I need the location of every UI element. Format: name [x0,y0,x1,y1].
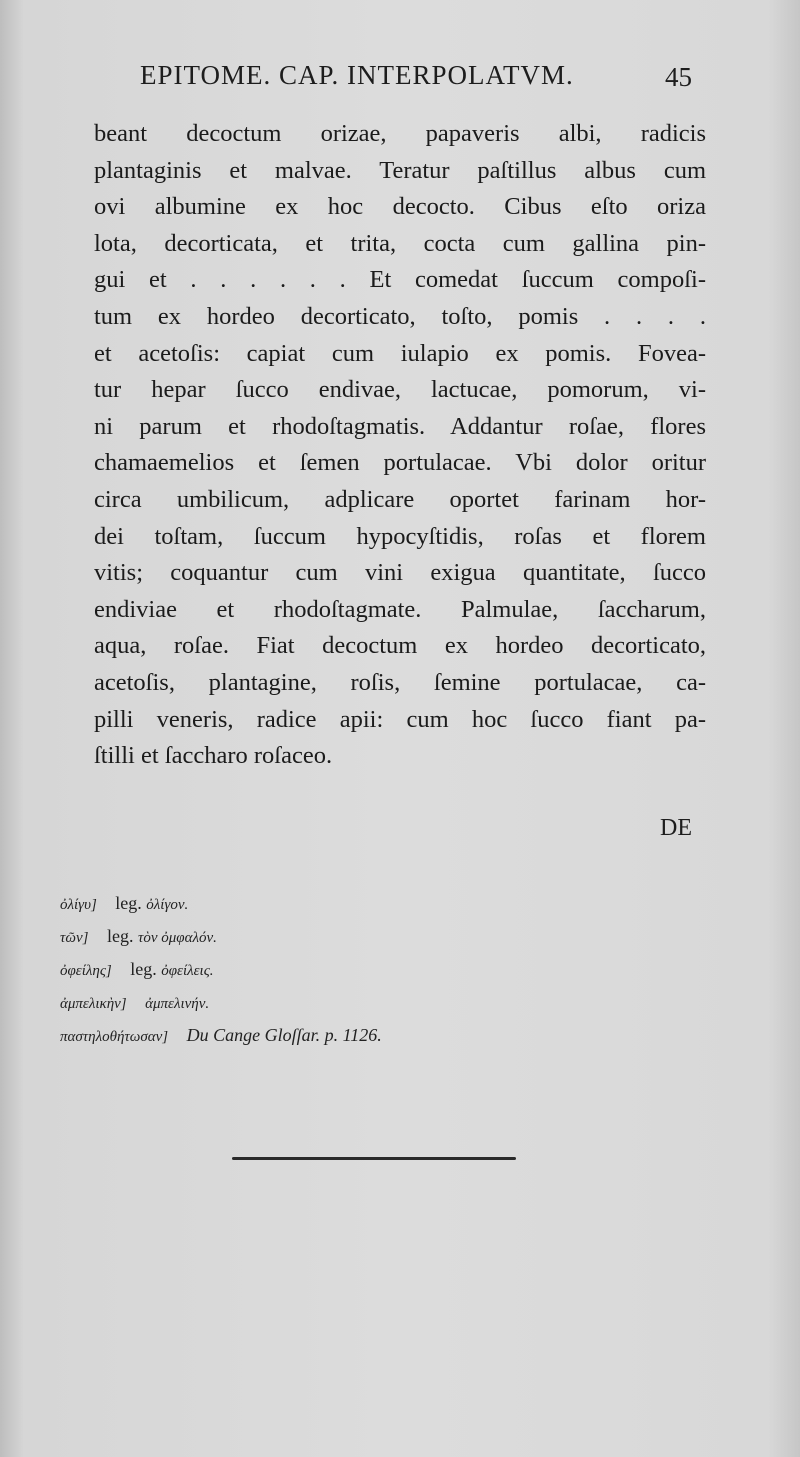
text-line: gui et . . . . . . Et comedat ſuccum compoſi- [94,266,706,294]
text-line: plantaginis et malvae. Teratur paſtillus albus cum [94,156,706,184]
end-rule [232,1157,516,1160]
footnote-leg: leg. [130,959,157,979]
text-line: et acetoſis: capiat cum iulapio ex pomis. Fovea- [94,339,706,367]
footnote-correction: ἀμπελινήν. [145,996,210,1012]
footnotes [60,888,620,1053]
footnote-ref: παστηλοθήτωσαν] [60,1029,169,1045]
main-text-block [94,116,706,775]
text-line: ovi albumine ex hoc decocto. Cibus eſto oriza [94,193,706,221]
footnote-correction: ὀφείλεις. [161,963,214,979]
text-line: ſtilli et ſaccharo roſaceo. [94,742,333,770]
footnote-ref: τῶν] [60,930,89,946]
footnote [60,888,620,921]
page-number: 45 [665,62,692,92]
footnote-ref: ὀλίγυ] [60,897,97,913]
footnote [60,1020,620,1053]
footnote-correction: ὀλίγον. [146,897,189,913]
text-line: vitis; coquantur cum vini exigua quantitate, ſucco [94,559,706,587]
footnote-correction: Du Cange Gloſſar. p. 1126. [186,1025,382,1045]
footnote-ref: ἀμπελικὴν] [60,996,127,1012]
footnote-ref: ὀφείλης] [60,963,112,979]
text-line: chamaemelios et ſemen portulacae. Vbi dolor oritur [94,449,706,477]
text-line: ni parum et rhodoſtagmatis. Addantur roſae, flores [94,412,706,440]
text-line: dei toſtam, ſuccum hypocyſtidis, roſas et florem [94,522,706,550]
catchword: DE [660,815,692,841]
text-line: beant decoctum orizae, papaveris albi, radicis [94,120,706,147]
footnote-correction: τὸν ὀμφαλόν. [137,930,217,946]
footnote [60,954,620,987]
text-line: tum ex hordeo decorticato, toſto, pomis . . . . [94,302,706,330]
text-line: acetoſis, plantagine, roſis, ſemine portulacae, ca- [94,668,706,696]
text-line: lota, decorticata, et trita, cocta cum gallina pin- [94,229,706,257]
footnote-leg: leg. [106,926,134,946]
footnote-leg: leg. [115,893,142,913]
text-line: endiviae et rhodoſtagmate. Palmulae, ſaccharum, [94,595,706,623]
running-title: EPITOME. CAP. INTERPOLATVM. [140,60,574,90]
footnote [60,987,620,1020]
text-line: aqua, roſae. Fiat decoctum ex hordeo decorticato, [94,632,706,660]
text-line: tur hepar ſucco endivae, lactucae, pomorum, vi- [94,376,706,404]
footnote [60,921,620,954]
text-line: circa umbilicum, adplicare oportet farinam hor- [94,485,706,513]
text-line: pilli veneris, radice apii: cum hoc ſucco fiant pa- [94,705,706,733]
